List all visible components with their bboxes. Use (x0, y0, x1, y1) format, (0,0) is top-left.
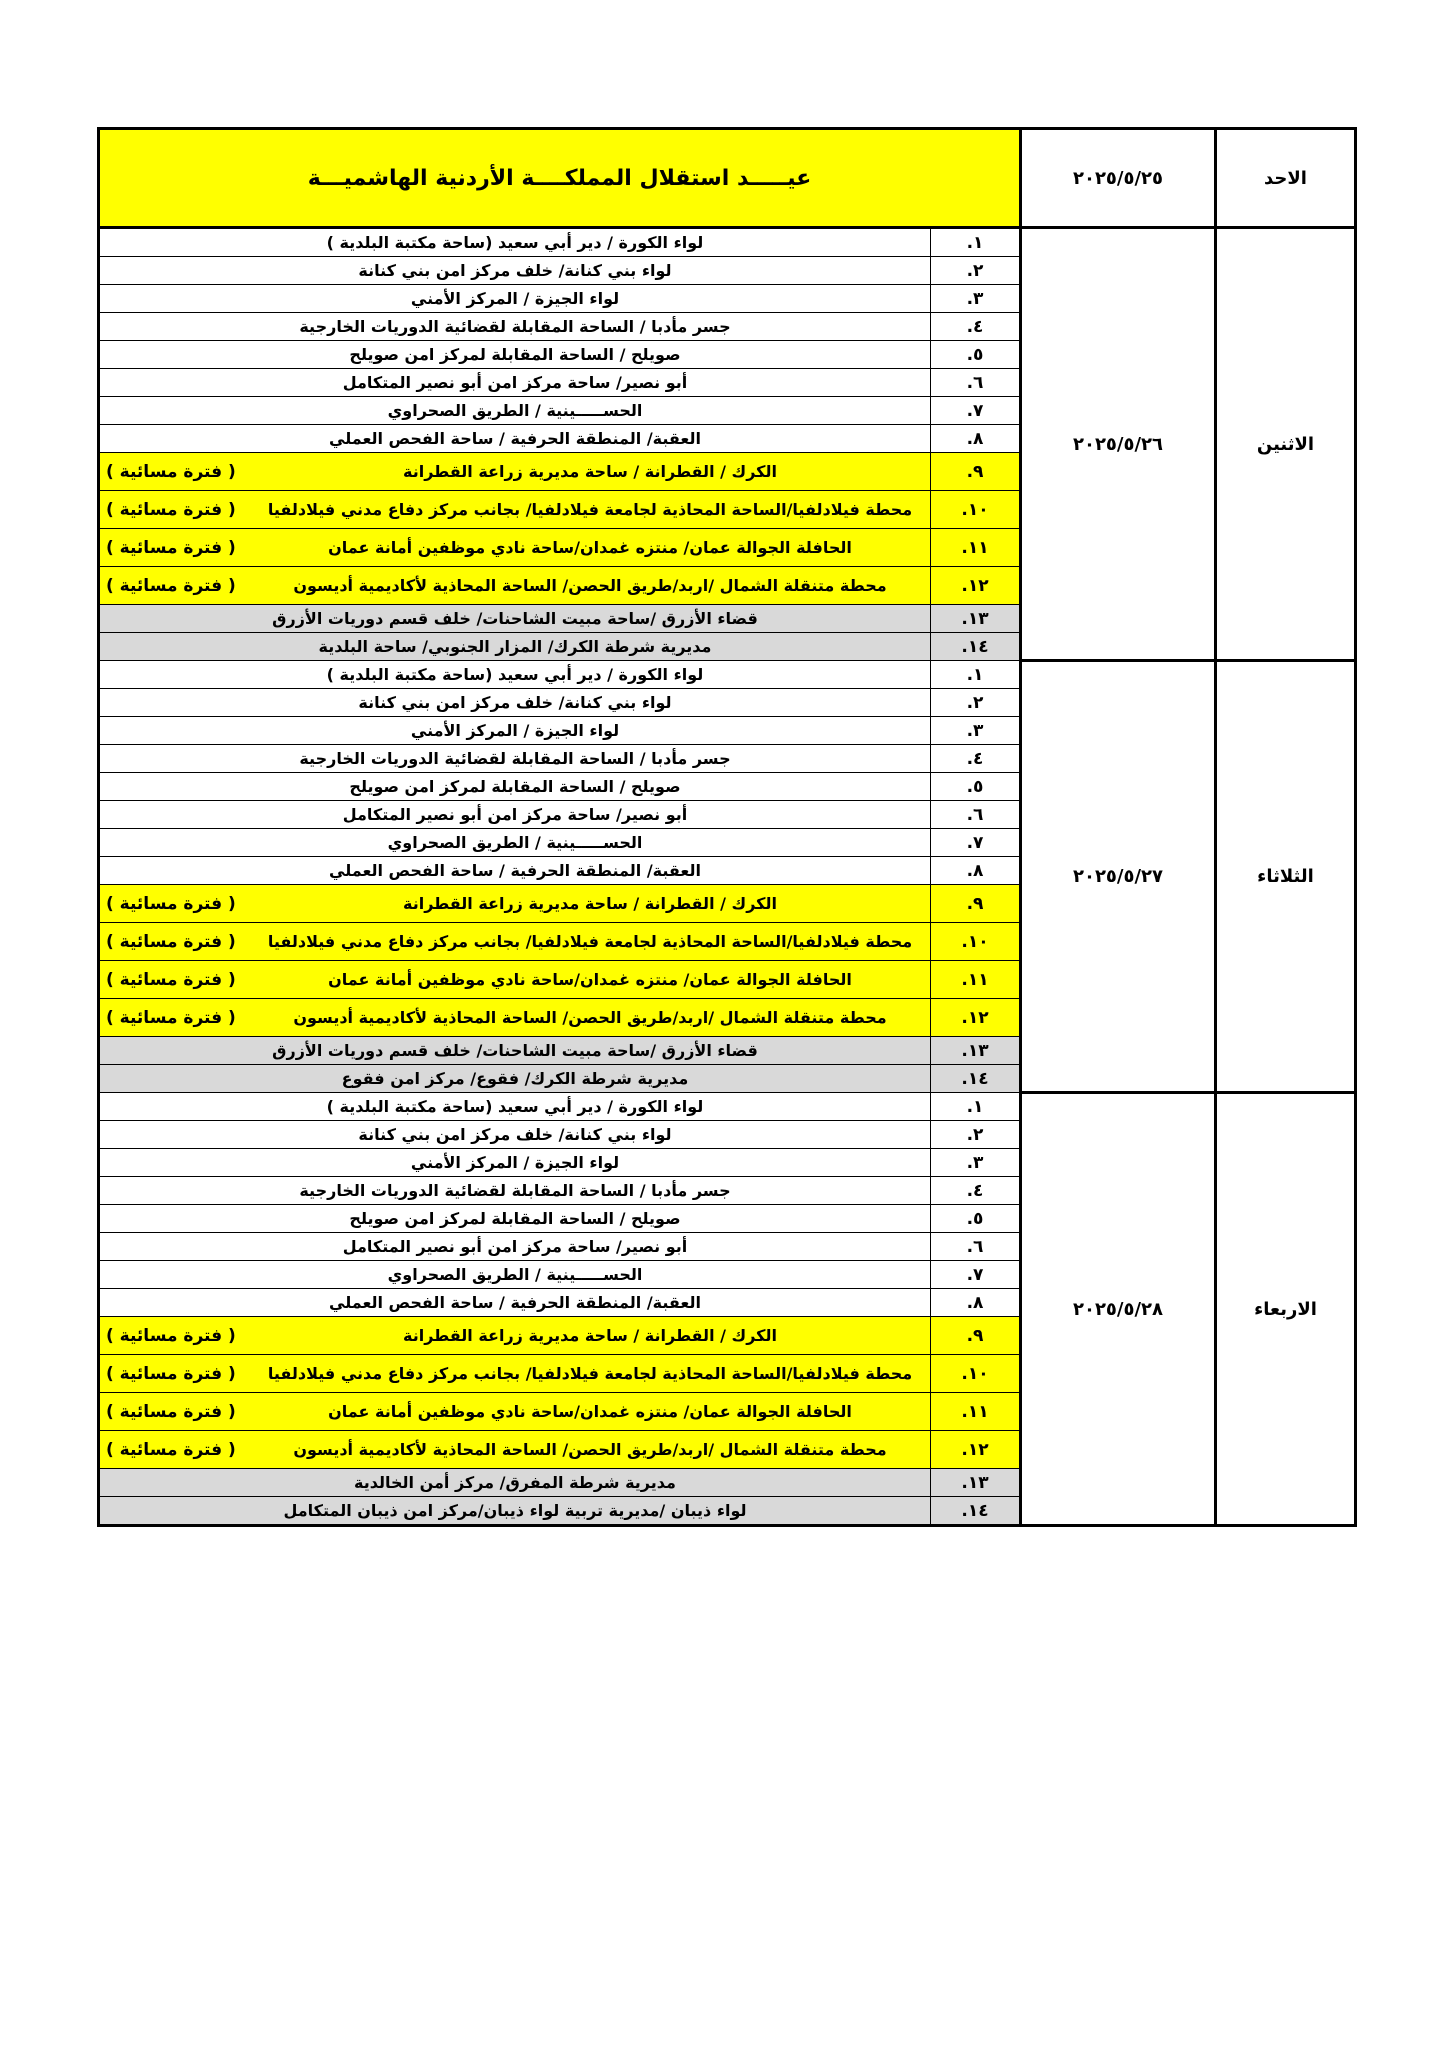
row-number: ١. (931, 1093, 1021, 1121)
row-number: ١٣. (931, 1469, 1021, 1497)
location-cell (98, 1289, 930, 1317)
row-number: ١٢. (931, 999, 1021, 1037)
row-number: ١١. (931, 529, 1021, 567)
location-cell (98, 961, 930, 999)
evening-period-label: ( فترة مسائية ) (105, 499, 236, 520)
location-cell (98, 605, 930, 633)
row-number: ٨. (931, 857, 1021, 885)
location-text: جسر مأدبا / الساحة المقابلة لقضائية الدوريات الخارجية (299, 1181, 731, 1200)
location-cell (98, 1355, 930, 1393)
row-number: ٢. (931, 689, 1021, 717)
location-cell (98, 885, 930, 923)
location-text: صويلح / الساحة المقابلة لمركز امن صويلح (349, 1209, 681, 1228)
location-cell (98, 453, 930, 491)
location-text: محطة فيلادلفيا/الساحة المحاذية لجامعة فيلادلفيا/ بجانب مركز دفاع مدني فيلادلفيا (267, 500, 913, 519)
row-number: ٥. (931, 773, 1021, 801)
location-cell (98, 923, 930, 961)
location-text: لواء بني كنانة/ خلف مركز امن بني كنانة (358, 693, 672, 712)
location-text: محطة فيلادلفيا/الساحة المحاذية لجامعة فيلادلفيا/ بجانب مركز دفاع مدني فيلادلفيا (267, 1364, 913, 1383)
row-number: ١٤. (931, 633, 1021, 661)
row-number: ١. (931, 228, 1021, 257)
location-cell (98, 801, 930, 829)
row-number: ٥. (931, 1205, 1021, 1233)
day-name: الاربعاء (1216, 1093, 1356, 1526)
location-cell (98, 633, 930, 661)
evening-period-label: ( فترة مسائية ) (105, 1401, 236, 1422)
holiday-row (98, 129, 1355, 228)
location-cell (98, 773, 930, 801)
location-cell (98, 313, 930, 341)
evening-period-label: ( فترة مسائية ) (105, 969, 236, 990)
evening-period-label: ( فترة مسائية ) (105, 1363, 236, 1384)
location-cell (98, 425, 930, 453)
row-number: ٧. (931, 397, 1021, 425)
evening-period-label: ( فترة مسائية ) (105, 461, 236, 482)
row-number: ١٤. (931, 1065, 1021, 1093)
location-cell (98, 1431, 930, 1469)
row-number: ٦. (931, 801, 1021, 829)
row-number: ١٠. (931, 923, 1021, 961)
location-text: لواء بني كنانة/ خلف مركز امن بني كنانة (358, 261, 672, 280)
day-date: ٢٠٢٥/٥/٢٨ (1021, 1093, 1216, 1526)
location-cell (98, 1037, 930, 1065)
row-number: ٦. (931, 369, 1021, 397)
location-cell (98, 228, 930, 257)
holiday-day: الاحد (1216, 129, 1356, 228)
row-number: ١٠. (931, 491, 1021, 529)
row-number: ٥. (931, 341, 1021, 369)
row-number: ٩. (931, 885, 1021, 923)
row-number: ٨. (931, 1289, 1021, 1317)
day-name: الثلاثاء (1216, 661, 1356, 1093)
location-text: صويلح / الساحة المقابلة لمركز امن صويلح (349, 345, 681, 364)
row-number: ١١. (931, 961, 1021, 999)
evening-period-label: ( فترة مسائية ) (105, 893, 236, 914)
location-text: مديرية شرطة الكرك/ فقوع/ مركز امن فقوع (341, 1069, 689, 1088)
location-cell (98, 717, 930, 745)
location-text: أبو نصير/ ساحة مركز امن أبو نصير المتكامل (342, 805, 688, 824)
location-text: الكرك / القطرانة / ساحة مديرية زراعة القطرانة (403, 1326, 777, 1345)
day-date: ٢٠٢٥/٥/٢٧ (1021, 661, 1216, 1093)
location-cell (98, 1121, 930, 1149)
location-text: الحســـــينية / الطريق الصحراوي (387, 833, 643, 852)
location-cell (98, 1393, 930, 1431)
location-text: العقبة/ المنطقة الحرفية / ساحة الفحص العملي (329, 429, 701, 448)
location-text: الحافلة الجوالة عمان/ منتزه غمدان/ساحة نادي موظفين أمانة عمان (328, 538, 852, 557)
evening-period-label: ( فترة مسائية ) (105, 931, 236, 952)
row-number: ٤. (931, 313, 1021, 341)
location-cell (98, 567, 930, 605)
location-text: لواء بني كنانة/ خلف مركز امن بني كنانة (358, 1125, 672, 1144)
location-text: محطة متنقلة الشمال /اربد/طريق الحصن/ الساحة المحاذية لأكاديمية أديسون (293, 576, 887, 595)
location-text: لواء الكورة / دير أبي سعيد (ساحة مكتبة البلدية ) (326, 1097, 704, 1116)
evening-period-label: ( فترة مسائية ) (105, 1007, 236, 1028)
evening-period-label: ( فترة مسائية ) (105, 1439, 236, 1460)
location-cell (98, 397, 930, 425)
location-text: قضاء الأزرق /ساحة مبيت الشاحنات/ خلف قسم دوريات الأزرق (272, 609, 758, 628)
location-cell (98, 857, 930, 885)
row-number: ١. (931, 661, 1021, 689)
row-number: ١٣. (931, 605, 1021, 633)
evening-period-label: ( فترة مسائية ) (105, 1325, 236, 1346)
row-number: ٨. (931, 425, 1021, 453)
location-cell (98, 257, 930, 285)
row-number: ١٢. (931, 1431, 1021, 1469)
location-text: لواء الجيزة / المركز الأمني (410, 721, 620, 740)
location-cell (98, 745, 930, 773)
day-date: ٢٠٢٥/٥/٢٦ (1021, 228, 1216, 661)
row-number: ٢. (931, 1121, 1021, 1149)
location-text: قضاء الأزرق /ساحة مبيت الشاحنات/ خلف قسم دوريات الأزرق (272, 1041, 758, 1060)
row-number: ٢. (931, 257, 1021, 285)
location-cell (98, 1497, 930, 1526)
schedule-row (98, 661, 1355, 689)
location-text: مديرية شرطة المفرق/ مركز أمن الخالدية (354, 1473, 676, 1492)
location-cell (98, 829, 930, 857)
evening-period-label: ( فترة مسائية ) (105, 537, 236, 558)
location-cell (98, 1065, 930, 1093)
location-text: لواء الكورة / دير أبي سعيد (ساحة مكتبة البلدية ) (326, 665, 704, 684)
location-text: لواء الجيزة / المركز الأمني (410, 289, 620, 308)
location-text: الكرك / القطرانة / ساحة مديرية زراعة القطرانة (403, 894, 777, 913)
schedule-sheet (100, 127, 1357, 1527)
schedule-row (98, 228, 1355, 257)
holiday-date: ٢٠٢٥/٥/٢٥ (1021, 129, 1216, 228)
location-text: لواء ذيبان /مديرية تربية لواء ذيبان/مركز امن ذيبان المتكامل (283, 1501, 747, 1520)
location-text: أبو نصير/ ساحة مركز امن أبو نصير المتكامل (342, 373, 688, 392)
row-number: ٩. (931, 453, 1021, 491)
location-cell (98, 1205, 930, 1233)
location-cell (98, 689, 930, 717)
row-number: ٣. (931, 1149, 1021, 1177)
location-cell (98, 999, 930, 1037)
location-cell (98, 1233, 930, 1261)
location-cell (98, 1093, 930, 1121)
location-text: العقبة/ المنطقة الحرفية / ساحة الفحص العملي (329, 1293, 701, 1312)
location-cell (98, 341, 930, 369)
location-cell (98, 1149, 930, 1177)
location-text: الحافلة الجوالة عمان/ منتزه غمدان/ساحة نادي موظفين أمانة عمان (328, 970, 852, 989)
location-text: محطة متنقلة الشمال /اربد/طريق الحصن/ الساحة المحاذية لأكاديمية أديسون (293, 1440, 887, 1459)
row-number: ٣. (931, 717, 1021, 745)
row-number: ٦. (931, 1233, 1021, 1261)
location-text: محطة فيلادلفيا/الساحة المحاذية لجامعة فيلادلفيا/ بجانب مركز دفاع مدني فيلادلفيا (267, 932, 913, 951)
day-name: الاثنين (1216, 228, 1356, 661)
row-number: ١١. (931, 1393, 1021, 1431)
location-text: الحســـــينية / الطريق الصحراوي (387, 1265, 643, 1284)
location-text: العقبة/ المنطقة الحرفية / ساحة الفحص العملي (329, 861, 701, 880)
row-number: ٩. (931, 1317, 1021, 1355)
location-text: جسر مأدبا / الساحة المقابلة لقضائية الدوريات الخارجية (299, 317, 731, 336)
row-number: ٤. (931, 1177, 1021, 1205)
location-cell (98, 661, 930, 689)
location-cell (98, 285, 930, 313)
location-cell (98, 1469, 930, 1497)
row-number: ٧. (931, 829, 1021, 857)
location-text: جسر مأدبا / الساحة المقابلة لقضائية الدوريات الخارجية (299, 749, 731, 768)
location-text: محطة متنقلة الشمال /اربد/طريق الحصن/ الساحة المحاذية لأكاديمية أديسون (293, 1008, 887, 1027)
location-text: صويلح / الساحة المقابلة لمركز امن صويلح (349, 777, 681, 796)
schedule-table (97, 127, 1357, 1527)
location-text: الحافلة الجوالة عمان/ منتزه غمدان/ساحة نادي موظفين أمانة عمان (328, 1402, 852, 1421)
location-text: الحســـــينية / الطريق الصحراوي (387, 401, 643, 420)
schedule-body (98, 129, 1355, 1526)
location-cell (98, 529, 930, 567)
row-number: ١٤. (931, 1497, 1021, 1526)
row-number: ٣. (931, 285, 1021, 313)
location-cell (98, 1261, 930, 1289)
location-cell (98, 1317, 930, 1355)
row-number: ٧. (931, 1261, 1021, 1289)
location-text: لواء الكورة / دير أبي سعيد (ساحة مكتبة البلدية ) (326, 233, 704, 252)
holiday-title: عيـــــد استقلال المملكــــة الأردنية الهاشميـــة (98, 129, 1020, 228)
location-text: لواء الجيزة / المركز الأمني (410, 1153, 620, 1172)
row-number: ٤. (931, 745, 1021, 773)
location-cell (98, 369, 930, 397)
schedule-row (98, 1093, 1355, 1121)
location-text: مديرية شرطة الكرك/ المزار الجنوبي/ ساحة البلدية (318, 637, 712, 656)
row-number: ١٢. (931, 567, 1021, 605)
row-number: ١٠. (931, 1355, 1021, 1393)
location-text: أبو نصير/ ساحة مركز امن أبو نصير المتكامل (342, 1237, 688, 1256)
location-cell (98, 1177, 930, 1205)
location-cell (98, 491, 930, 529)
evening-period-label: ( فترة مسائية ) (105, 575, 236, 596)
location-text: الكرك / القطرانة / ساحة مديرية زراعة القطرانة (403, 462, 777, 481)
row-number: ١٣. (931, 1037, 1021, 1065)
